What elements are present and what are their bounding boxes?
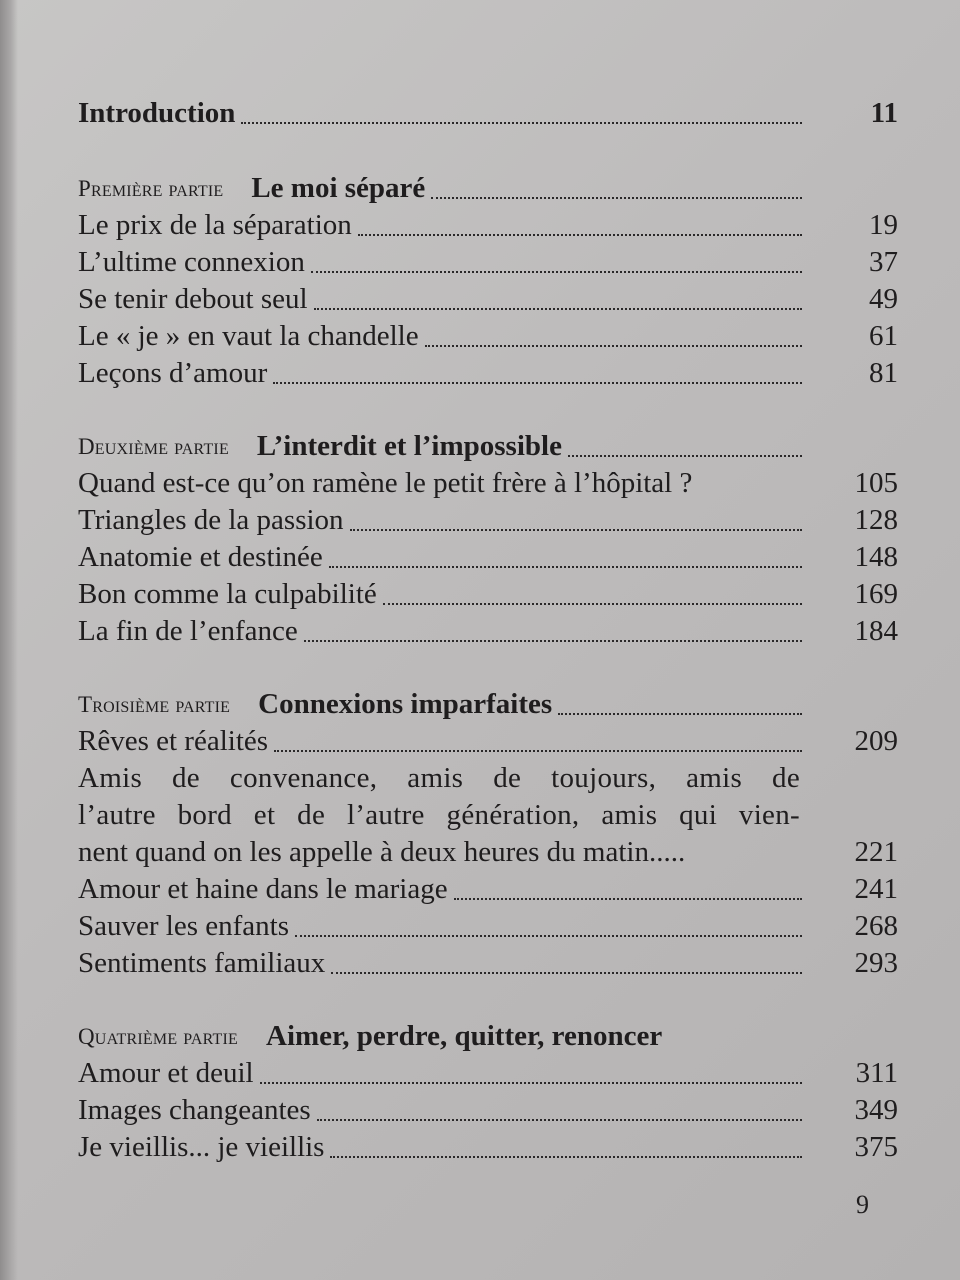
section-spacer	[78, 650, 898, 686]
dot-leader	[425, 345, 802, 347]
toc-entry-page: 375	[854, 1131, 898, 1163]
page-gutter-shadow	[0, 0, 18, 1280]
toc-entry-label-line: nent quand on les appelle à deux heures du matin.....	[78, 836, 686, 868]
toc-entry	[78, 465, 898, 502]
part-heading-1	[78, 170, 898, 207]
toc-entry-page: 19	[869, 209, 898, 241]
toc-entry-label: Je vieillis... je vieillis	[78, 1131, 325, 1163]
dot-leader	[317, 1119, 802, 1121]
part-title: Aimer, perdre, quitter, renoncer	[266, 1020, 663, 1052]
toc-entry-page: 349	[854, 1094, 898, 1126]
toc-entry-page: 209	[854, 725, 898, 757]
toc-entry-label: Le « je » en vaut la chandelle	[78, 320, 419, 352]
dot-leader	[350, 529, 802, 531]
toc-entry	[78, 723, 898, 760]
toc-entry	[78, 355, 898, 392]
toc-entry-page: 221	[854, 836, 898, 868]
toc-entry-label: Introduction	[78, 97, 236, 129]
toc-entry-label: Triangles de la passion	[78, 504, 344, 536]
toc-entry-page: 128	[854, 504, 898, 536]
toc-entry	[78, 502, 898, 539]
part-kicker: Deuxième partie	[78, 434, 229, 459]
part-kicker: Première partie	[78, 176, 224, 201]
toc-entry-page: 61	[869, 320, 898, 352]
dot-leader	[330, 1156, 802, 1158]
toc-entry	[78, 576, 898, 613]
toc-entry	[78, 244, 898, 281]
toc-entry-label: Se tenir debout seul	[78, 283, 308, 315]
toc-entry	[78, 908, 898, 945]
dot-leader	[558, 713, 802, 715]
toc-entry-page: 49	[869, 283, 898, 315]
part-title: L’interdit et l’impossible	[256, 430, 562, 462]
toc-introduction	[78, 92, 898, 132]
toc-entry-label: L’ultime connexion	[78, 246, 305, 278]
toc-entry-label: Amour et deuil	[78, 1057, 254, 1089]
toc-entry-page: 81	[869, 357, 898, 389]
toc-entry	[78, 207, 898, 244]
dot-leader	[329, 566, 802, 568]
toc-entry-page: 37	[869, 246, 898, 278]
dot-leader	[304, 640, 802, 642]
toc-entry-label: La fin de l’enfance	[78, 615, 298, 647]
part-kicker: Troisième partie	[78, 692, 231, 717]
page-number: 9	[856, 1190, 869, 1219]
dot-leader	[568, 455, 802, 457]
dot-leader	[295, 935, 802, 937]
section-spacer	[78, 982, 898, 1018]
toc-entry	[78, 318, 898, 355]
part-title: Le moi séparé	[251, 172, 426, 204]
toc-entry	[78, 1129, 898, 1166]
toc-entry-multiline	[78, 760, 898, 871]
dot-leader	[314, 308, 802, 310]
toc-entry-label: Sauver les enfants	[78, 910, 289, 942]
dot-leader	[383, 603, 802, 605]
toc-entry	[78, 1055, 898, 1092]
toc-entry-page: 105	[854, 467, 898, 499]
dot-leader	[311, 271, 802, 273]
toc-entry-page: 169	[854, 578, 898, 610]
dot-leader	[273, 382, 802, 384]
dot-leader	[241, 122, 802, 124]
toc-entry-page: 241	[854, 873, 898, 905]
dot-leader	[431, 197, 802, 199]
toc-entry	[78, 1092, 898, 1129]
toc-entry-label: Leçons d’amour	[78, 357, 268, 389]
toc-entry	[78, 539, 898, 576]
part-kicker: Quatrième partie	[78, 1024, 239, 1049]
dot-leader	[691, 861, 802, 863]
part-heading-4	[78, 1018, 898, 1055]
toc-entry-label: Anatomie et destinée	[78, 541, 323, 573]
toc-entry	[78, 945, 898, 982]
dot-leader	[692, 492, 816, 494]
dot-leader	[454, 898, 802, 900]
toc-entry-label: Images changeantes	[78, 1094, 311, 1126]
toc-entry-label: Le prix de la séparation	[78, 209, 352, 241]
part-heading-3	[78, 686, 898, 723]
toc-entry-page: 268	[854, 910, 898, 942]
toc-entry-page: 293	[854, 947, 898, 979]
toc-entry-label: Amour et haine dans le mariage	[78, 873, 448, 905]
toc-entry	[78, 871, 898, 908]
part-title: Connexions imparfaites	[258, 688, 553, 720]
toc-entry-page: 11	[870, 97, 898, 129]
dot-leader	[260, 1082, 802, 1084]
dot-leader	[331, 972, 802, 974]
toc-entry	[78, 281, 898, 318]
toc-entry-page: 311	[855, 1057, 898, 1089]
section-spacer	[78, 392, 898, 428]
toc-entry-label: Rêves et réalités	[78, 725, 269, 757]
table-of-contents	[78, 92, 898, 1166]
dot-leader	[358, 234, 802, 236]
toc-entry-label: Quand est-ce qu’on ramène le petit frère à l’hôpital ?	[78, 467, 693, 499]
toc-entry-last-line	[78, 834, 898, 871]
part-heading-2	[78, 428, 898, 465]
toc-entry-label: Bon comme la culpabilité	[78, 578, 377, 610]
toc-entry-label-line: l’autre bord et de l’autre génération, amis qui vien-	[78, 799, 800, 831]
dot-leader	[274, 750, 802, 752]
toc-entry-label: Sentiments familiaux	[78, 947, 326, 979]
toc-entry-page: 148	[854, 541, 898, 573]
toc-entry-label-line: Amis de convenance, amis de toujours, amis de	[78, 762, 800, 794]
toc-entry	[78, 613, 898, 650]
toc-entry-page: 184	[854, 615, 898, 647]
